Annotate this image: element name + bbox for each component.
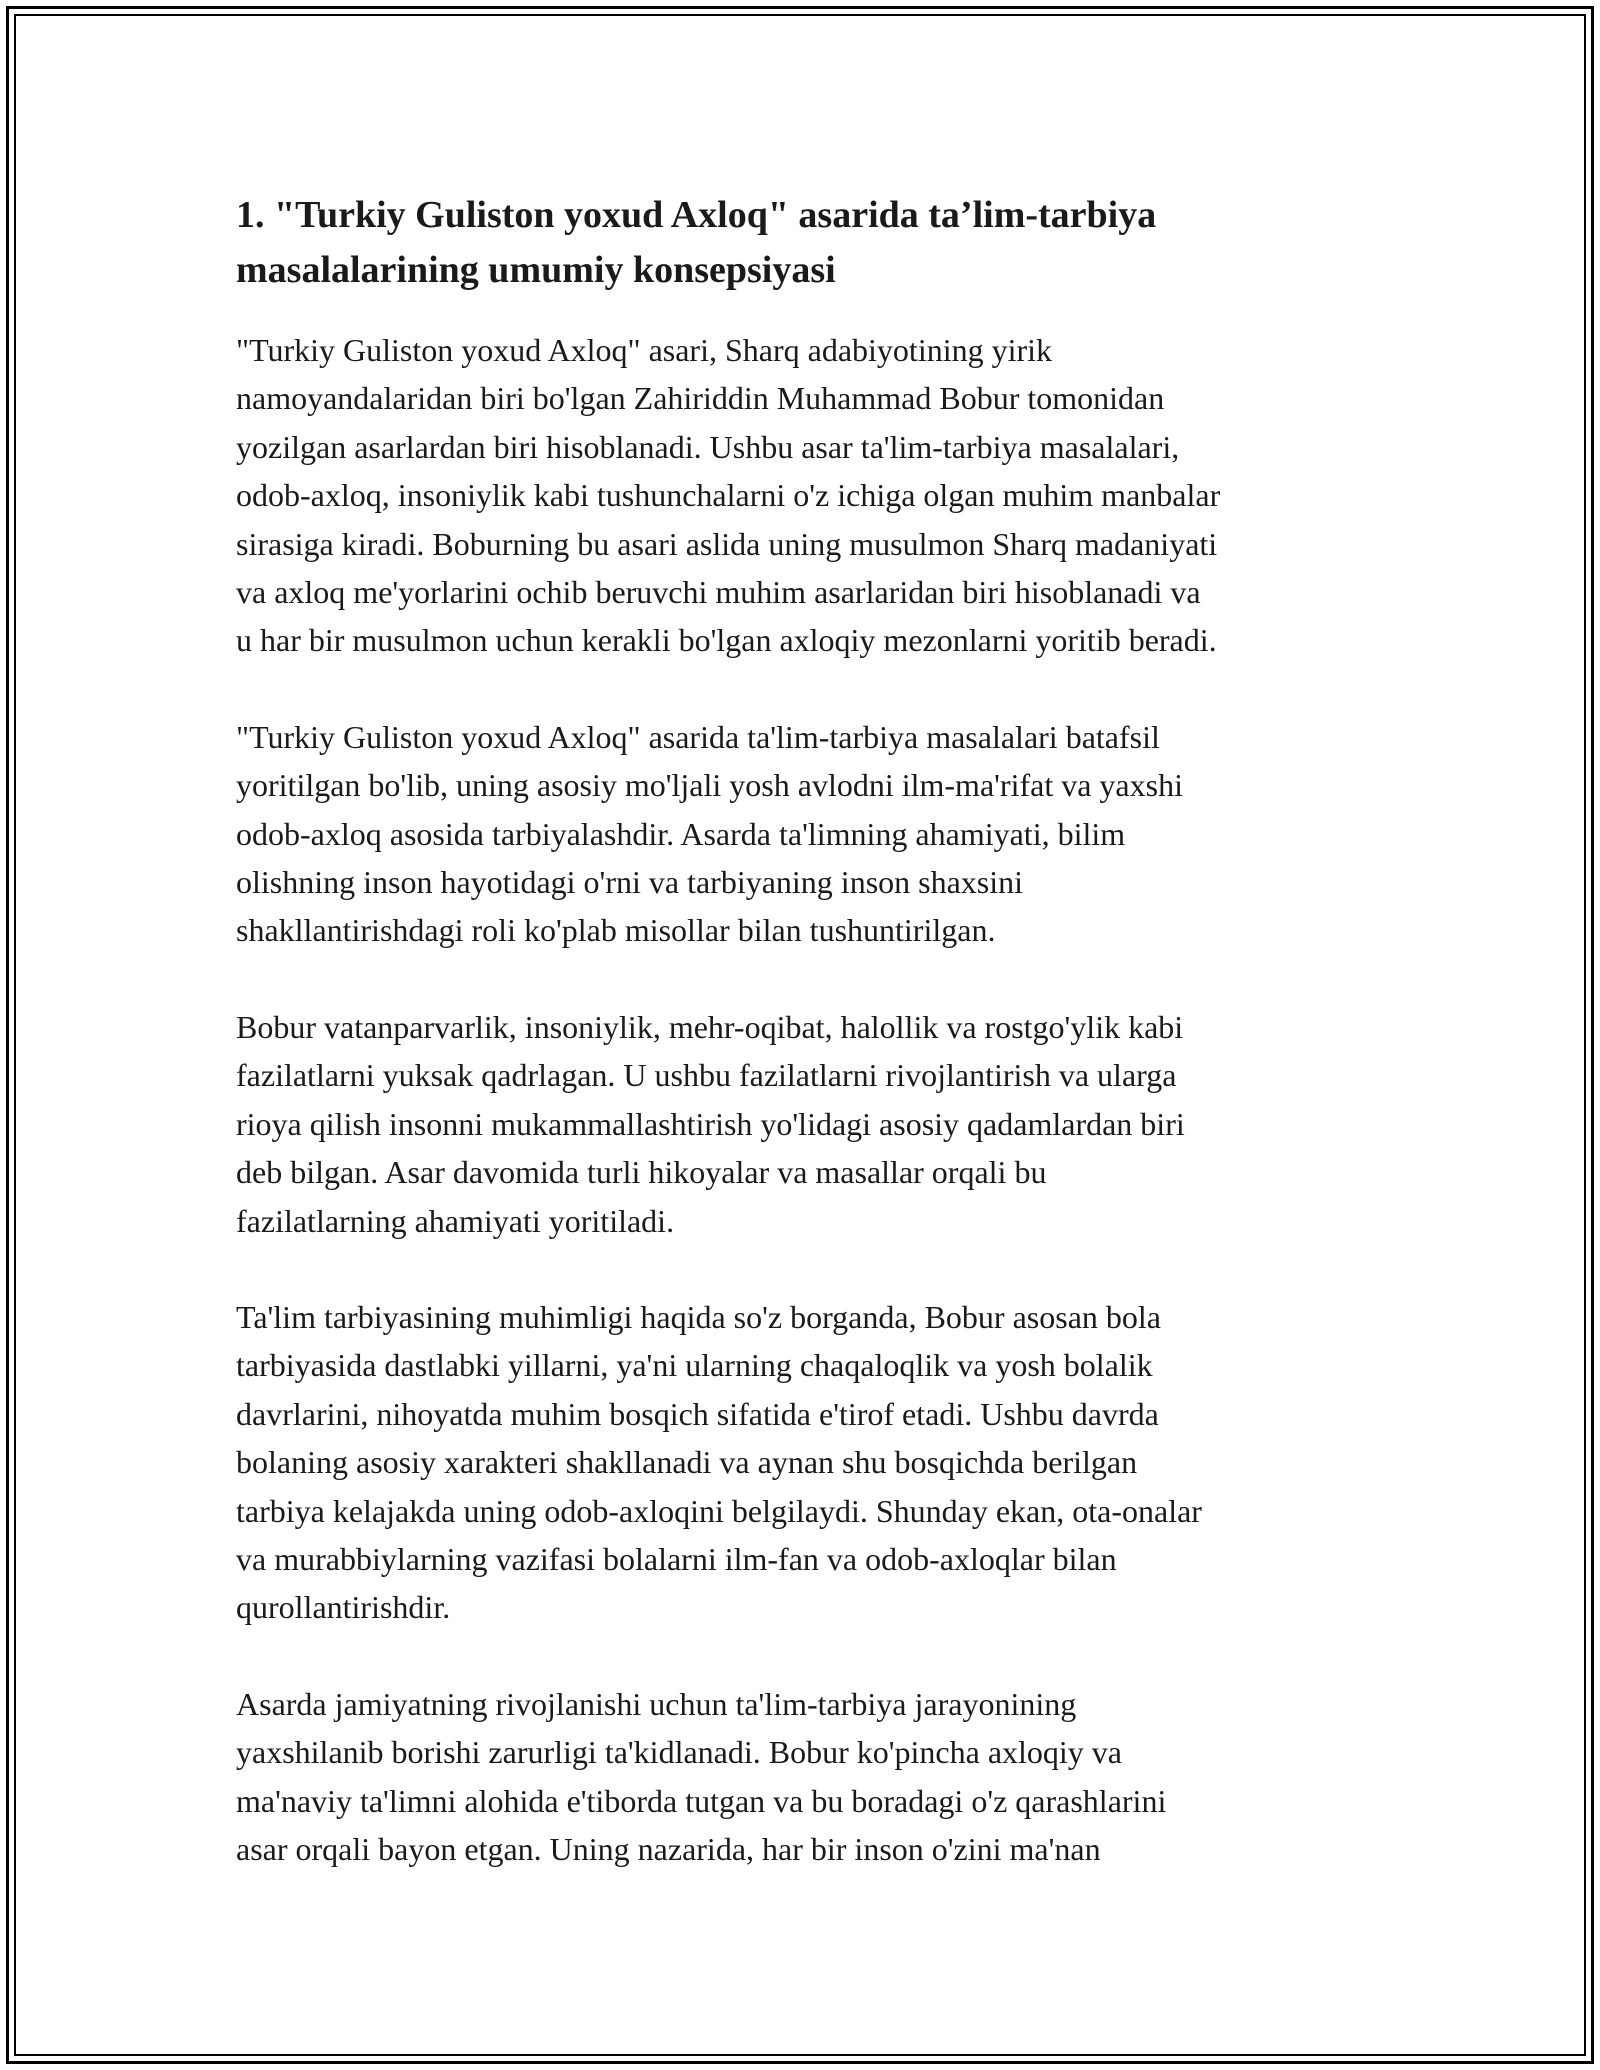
paragraph-line: ma'naviy ta'limni alohida e'tiborda tutgan va bu boradagi o'z qarashlarini bbox=[236, 1782, 1167, 1819]
paragraph-line: yozilgan asarlardan biri hisoblanadi. Ushbu asar ta'lim-tarbiya masalalari, bbox=[236, 428, 1180, 465]
paragraph-line: Ta'lim tarbiyasining muhimligi haqida so'z borganda, Bobur asosan bola bbox=[236, 1298, 1161, 1335]
paragraph-line: fazilatlarni yuksak qadrlagan. U ushbu fazilatlarni rivojlantirish va ularga bbox=[236, 1057, 1177, 1094]
heading-line: masalalarining umumiy konsepsiyasi bbox=[236, 249, 836, 291]
heading-line: 1. "Turkiy Guliston yoxud Axloq" asarida ta’lim-tarbiya bbox=[236, 194, 1157, 236]
paragraph-line: asar orqali bayon etgan. Uning nazarida, har bir inson o'zini ma'nan bbox=[236, 1830, 1101, 1867]
paragraph-line: tarbiya kelajakda uning odob-axloqini belgilaydi. Shunday ekan, ota-onalar bbox=[236, 1492, 1202, 1529]
paragraph-line: Bobur vatanparvarlik, insoniylik, mehr-oqibat, halollik va rostgo'ylik kabi bbox=[236, 1008, 1184, 1045]
paragraph-line: tarbiyasida dastlabki yillarni, ya'ni ularning chaqaloqlik va yosh bolalik bbox=[236, 1347, 1153, 1384]
paragraph-line: Asarda jamiyatning rivojlanishi uchun ta'lim-tarbiya jarayonining bbox=[236, 1685, 1077, 1722]
paragraph-1 bbox=[236, 326, 1376, 665]
paragraph-3 bbox=[236, 1003, 1376, 1245]
section-heading bbox=[236, 188, 1376, 298]
paragraph-line: shakllantirishdagi roli ko'plab misollar bilan tushuntirilgan. bbox=[236, 912, 996, 949]
document-body bbox=[236, 188, 1376, 1921]
paragraph-line: deb bilgan. Asar davomida turli hikoyalar va masallar orqali bu bbox=[236, 1154, 1047, 1191]
paragraph-line: yoritilgan bo'lib, uning asosiy mo'ljali yosh avlodni ilm-ma'rifat va yaxshi bbox=[236, 767, 1183, 804]
paragraph-line: "Turkiy Guliston yoxud Axloq" asarida ta'lim-tarbiya masalalari batafsil bbox=[236, 718, 1160, 755]
paragraph-line: odob-axloq asosida tarbiyalashdir. Asarda ta'limning ahamiyati, bilim bbox=[236, 815, 1126, 852]
paragraph-line: sirasiga kiradi. Boburning bu asari aslida uning musulmon Sharq madaniyati bbox=[236, 525, 1218, 562]
paragraph-line: bolaning asosiy xarakteri shakllanadi va aynan shu bosqichda berilgan bbox=[236, 1444, 1138, 1481]
paragraph-line: namoyandalaridan biri bo'lgan Zahiriddin Muhammad Bobur tomonidan bbox=[236, 380, 1165, 417]
paragraph-line: odob-axloq, insoniylik kabi tushunchalarni o'z ichiga olgan muhim manbalar bbox=[236, 477, 1221, 514]
paragraph-line: yaxshilanib borishi zarurligi ta'kidlanadi. Bobur ko'pincha axloqiy va bbox=[236, 1734, 1122, 1771]
paragraph-line: u har bir musulmon uchun kerakli bo'lgan axloqiy mezonlarni yoritib beradi. bbox=[236, 622, 1217, 659]
paragraph-4 bbox=[236, 1293, 1376, 1632]
paragraph-line: rioya qilish insonni mukammallashtirish yo'lidagi asosiy qadamlardan biri bbox=[236, 1105, 1185, 1142]
paragraph-line: davrlarini, nihoyatda muhim bosqich sifatida e'tirof etadi. Ushbu davrda bbox=[236, 1395, 1159, 1432]
paragraph-line: olishning inson hayotidagi o'rni va tarbiyaning inson shaxsini bbox=[236, 864, 1024, 901]
paragraph-line: qurollantirishdir. bbox=[236, 1589, 451, 1626]
paragraph-line: va axloq me'yorlarini ochib beruvchi muhim asarlaridan biri hisoblanadi va bbox=[236, 574, 1201, 611]
paragraph-line: "Turkiy Guliston yoxud Axloq" asari, Sharq adabiyotining yirik bbox=[236, 332, 1053, 368]
paragraph-2 bbox=[236, 713, 1376, 955]
paragraph-line: fazilatlarning ahamiyati yoritiladi. bbox=[236, 1202, 675, 1239]
paragraph-5 bbox=[236, 1680, 1376, 1874]
paragraph-line: va murabbiylarning vazifasi bolalarni ilm-fan va odob-axloqlar bilan bbox=[236, 1540, 1117, 1577]
